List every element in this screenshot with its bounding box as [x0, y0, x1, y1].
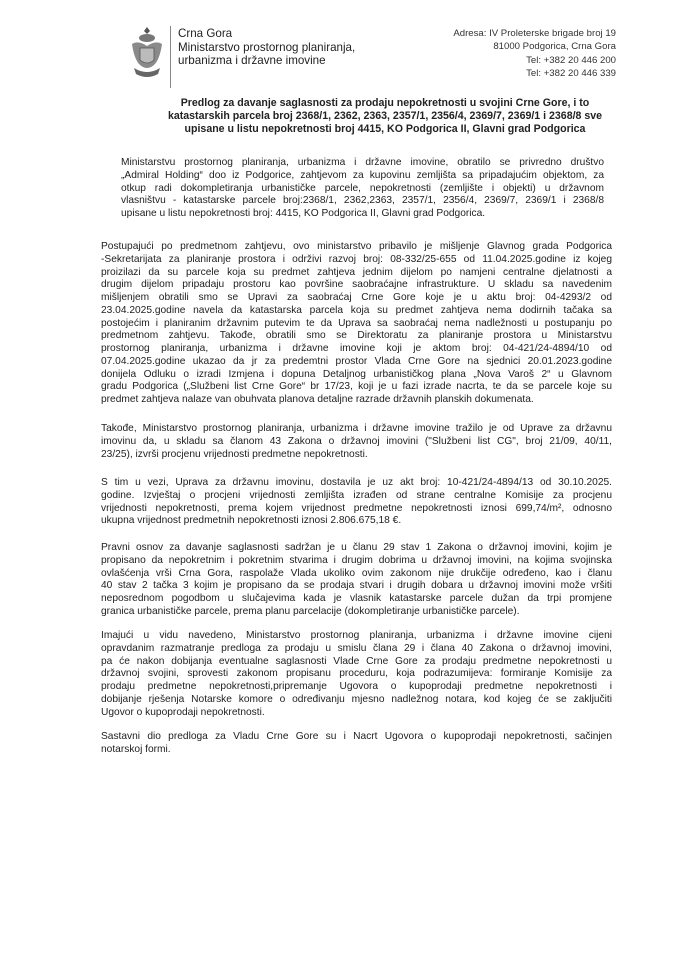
text-line: gradu Podgorica („Službeni list Crne Gore“ br 17/23, koji je u fazi izrade nacrta, te da se parcele koje su: [101, 381, 612, 393]
text-line: S tim u vezi, Uprava za državnu imovinu, dostavila je uz akt broj: 10-421/24-4894/13 od 30.10.2025.: [101, 477, 612, 488]
text-line: 23/25), izvrši procjenu vrijednosti predmetne nepokretnosti.: [101, 448, 368, 460]
text-line: ukupna vrijednost predmetnih nepokretnosti iznosi 2.806.675,18 €.: [101, 515, 402, 527]
text-line: Pravni osnov za davanje saglasnosti sadržan je u članu 29 stav 1 Zakona o državnoj imovini, kojim je: [101, 542, 612, 553]
text-line: predmet zahtjeva nalaze van obuhvata planova detaljne razrade državnih planskih dokumenata.: [101, 394, 534, 405]
text-line: prodaju predmetne nepokretnosti,pripremanje Ugovora o kupoprodaji predmetne nepokretnosti i: [101, 681, 612, 692]
text-line: vrijednosti nepokretnosti, prema kojem vrijednost predmetne nepokretnosti iznosi 699,74/m², odnosno: [101, 502, 612, 514]
title-line: katastarskih parcela broj 2368/1, 2362, 2363, 2357/1, 2356/4, 2369/7, 2369/1 i 2368/8 sve: [167, 110, 603, 123]
text-line: proizilazi da su parcele koja su predmet zahtjeva jednim dijelom po namjeni centralne djelatnosti a: [101, 266, 612, 278]
text-line: prostornog planiranja, urbanizma i državne imovine koji je aktom broj: 04-421/24-4894/10 od: [101, 343, 612, 354]
text-line: postojećim i planiranim državnim putevim te da Uprava sa saobraćaj nema nadležnosti u postupanju po: [101, 317, 612, 329]
text-line: Imajući u vidu navedeno, Ministarstvo prostornog planiranja, urbanizma i državne imovine cijeni: [101, 630, 612, 641]
text-line: Ministarstvu prostornog planiranja, urbanizma i državne imovine, obratilo se privredno društvo: [121, 157, 604, 168]
paragraph-valuation-request: [101, 423, 612, 461]
text-line: mišljenjem obratili smo se Upravi za saobraćaj Crne Gore koje je u aktu broj: 04-4293/2 od: [101, 292, 612, 303]
paragraph-procedure: [101, 630, 612, 719]
org-line: Ministarstvo prostornog planiranja,: [178, 40, 356, 54]
text-line: ovlašćenja vrši Crna Gora, raspolaže Vlada ukoliko ovim zakonom nije drukčije određeno, kao i članu: [101, 567, 612, 579]
title-line: Predlog za davanje saglasnosti za prodaju nepokretnosti u svojini Crne Gore, i to: [180, 97, 590, 109]
text-line: donijela Odluku o izradi Izmjena i dopuna Detaljnog urbanističkog plana „Nova Varoš 2“ u Glavnom: [101, 368, 612, 380]
text-line: 07.04.2025.godine ukazao da jr za predemtni prostor Vlada Crne Gore na sjednici 20.01.2023.godine: [101, 355, 612, 367]
text-line: Ugovor o kupoprodaji nepokretnosti.: [101, 706, 265, 718]
text-line: dobijanje rješenja Notarske komore o određivanju mjesno nadležnog notara, kod kojeg će se zaključiti: [101, 693, 612, 705]
text-line: 40 stav 2 tačka 3 kojim je propisano da se prodaja stvari i drugih dobara u državnoj imovini može vršiti: [101, 580, 612, 592]
paragraph-valuation: [101, 477, 612, 528]
text-line: vlasništvu - katastarske parcele broj:2368/1, 2362,2363, 2357/1, 2356/4, 2369/7, 2369/1 i 2368/8: [121, 195, 604, 207]
document-title: [95, 97, 675, 137]
text-line: 23.04.2025.godine navela da katastarska parcela koja su predmet zahtjeva nema dodirnih tačaka sa: [101, 304, 612, 316]
text-line: Postupajući po predmetnom zahtjevu, ovo ministarstvo pribavilo je mišljenje Glavnog grada Podgorica: [101, 241, 612, 252]
text-line: Takođe, Ministarstvo prostornog planiranja, urbanizma i državne imovine tražilo je od Uprave za državnu: [101, 423, 612, 434]
text-line: predmetnom zahtjevu. Takođe, obratili smo se Direktoratu za planiranje prostora u Ministarstvu: [101, 330, 612, 342]
paragraph-opinions: [101, 241, 612, 407]
text-line: Sastavni dio predloga za Vladu Crne Gore su i Nacrt Ugovora o kupoprodaji nepokretnosti, sačinjen: [101, 731, 612, 742]
paragraph-request: [121, 157, 604, 221]
phone-line: Tel: +382 20 446 200: [526, 54, 616, 66]
text-line: godine. Izvještaj o procjeni vrijednosti zemljišta izrađen od strane centralne Komisije za procjenu: [101, 489, 612, 501]
text-line: imovinu da, u skladu sa članom 43 Zakona o državnoj imovini ("Službeni list CG", broj 21/09, 40/11,: [101, 435, 612, 447]
organization-name: [178, 27, 355, 68]
text-line: upisane u listu nepokretnosti broj: 4415, KO Podgorica II, Glavni grad Podgorica.: [121, 208, 486, 219]
text-line: državnoj svojini, sprovesti zakonom propisanu proceduru, koja podrazumijeva: formiranje Komisije za: [101, 668, 612, 680]
org-line: urbanizma i državne imovine: [178, 54, 326, 67]
address-line: 81000 Podgorica, Crna Gora: [493, 41, 616, 53]
text-line: granica urbanističke parcele, prema planu parcelacije (dokompletiranje urbanističke parcele).: [101, 605, 520, 617]
paragraph-attachments: [101, 731, 612, 757]
text-line: drugim dijelom pripadaju prostoru kao površine saobraćajne infrastrukture. U skladu sa navedenim: [101, 279, 612, 291]
phone-line: Tel: +382 20 446 339: [526, 68, 616, 80]
text-line: -Sekretarijata za planiranje prostora i održivi razvoj broj: 08-332/25-655 od 11.04.2025.godine iz kojeg: [101, 253, 612, 265]
coat-of-arms-logo: [128, 24, 166, 86]
text-line: opravdanim razmatranje predloga za prodaju u smislu člana 29 i člana 40 Zakona o državnoj imovini,: [101, 642, 612, 654]
text-line: neposrednom pogodbom u slučajevima kada je vlasnik katastarske parcele dužan da trpi promjene: [101, 593, 612, 604]
address-block: [453, 27, 616, 81]
text-line: notarskoj formi.: [101, 743, 171, 755]
text-line: otkup radi dokompletiranja urbanističke parcele, nepokretnosti (zemljište i objekti) u državnom: [121, 182, 604, 194]
text-line: pa će nakon dobijanja eventualne saglasnosti Vlade Crne Gore za prodaju predmetne nepokretnosti u: [101, 655, 612, 667]
title-line: upisane u listu nepokretnosti broj 4415, KO Podgorica II, Glavni grad Podgorica: [184, 123, 586, 136]
paragraph-legal-basis: [101, 542, 612, 619]
header-divider: [170, 26, 171, 88]
address-line: Adresa: IV Proleterske brigade broj 19: [453, 28, 616, 39]
org-line: Crna Gora: [178, 27, 233, 40]
text-line: propisano da nepokretnim i pokretnim stvarima i drugim dobrima u državnoj imovini, na kojima svojinska: [101, 554, 612, 566]
text-line: „Admiral Holding“ doo iz Podgorice, zahtjevom za kupovinu zemljišta sa pripadajućim objektom, za: [121, 169, 604, 181]
